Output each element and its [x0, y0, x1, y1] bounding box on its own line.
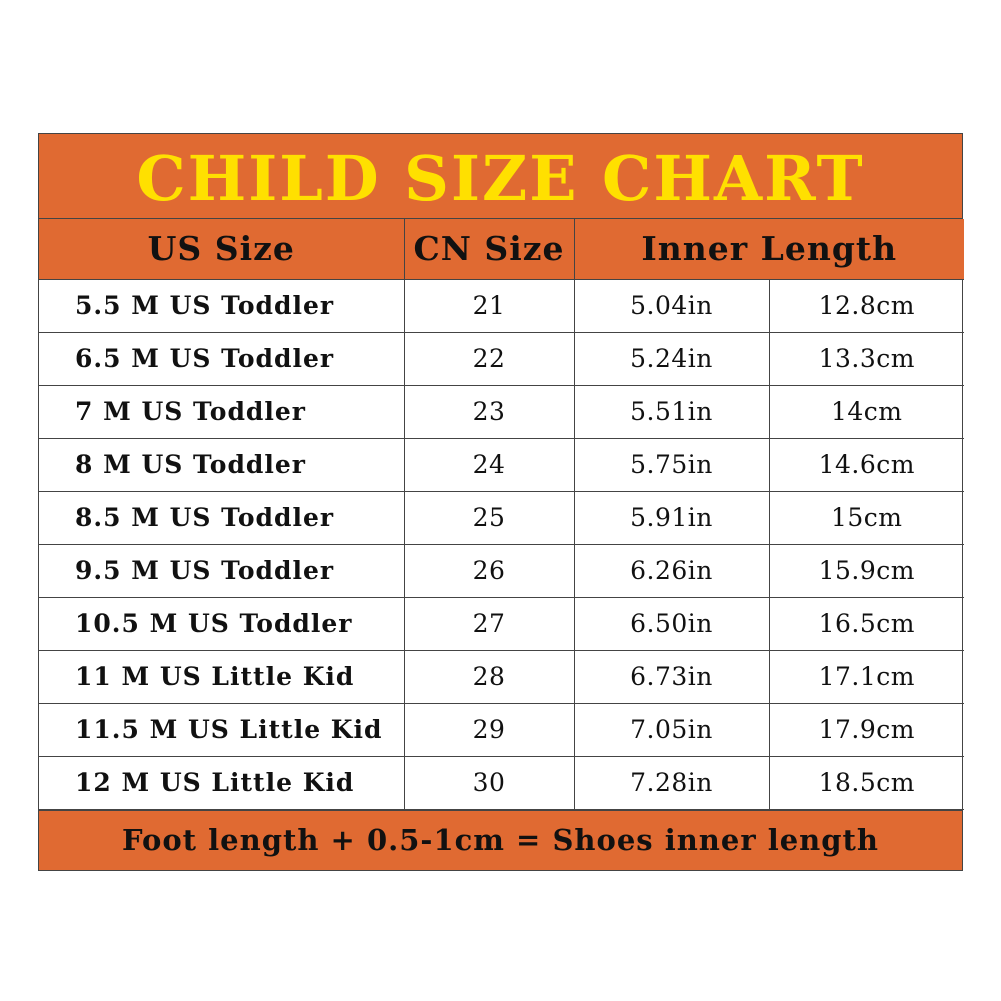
inner-length-in-cell: 7.05in [574, 703, 769, 756]
header-cn-size: CN Size [404, 219, 574, 279]
table-row [39, 332, 964, 385]
cn-size-cell: 30 [404, 756, 574, 809]
table-row [39, 279, 964, 332]
inner-length-cm-cell: 17.1cm [769, 650, 964, 703]
header-inner-length: Inner Length [574, 219, 964, 279]
table-row [39, 438, 964, 491]
chart-title: CHILD SIZE CHART [136, 142, 865, 215]
cn-size-cell: 28 [404, 650, 574, 703]
table-row [39, 544, 964, 597]
cn-size-cell: 25 [404, 491, 574, 544]
us-size-cell: 11.5 M US Little Kid [39, 703, 404, 756]
us-size-cell: 10.5 M US Toddler [39, 597, 404, 650]
inner-length-cm-cell: 17.9cm [769, 703, 964, 756]
cn-size-cell: 23 [404, 385, 574, 438]
us-size-cell: 9.5 M US Toddler [39, 544, 404, 597]
table-header-row [39, 219, 964, 279]
cn-size-cell: 26 [404, 544, 574, 597]
footer-bar [39, 810, 962, 870]
inner-length-in-cell: 5.51in [574, 385, 769, 438]
cn-size-cell: 27 [404, 597, 574, 650]
cn-size-cell: 29 [404, 703, 574, 756]
header-us-size: US Size [39, 219, 404, 279]
inner-length-cm-cell: 12.8cm [769, 279, 964, 332]
cn-size-cell: 21 [404, 279, 574, 332]
table-row [39, 385, 964, 438]
us-size-cell: 11 M US Little Kid [39, 650, 404, 703]
footer-note: Foot length + 0.5-1cm = Shoes inner length [121, 823, 880, 857]
table-row [39, 491, 964, 544]
cn-size-cell: 22 [404, 332, 574, 385]
inner-length-in-cell: 5.91in [574, 491, 769, 544]
us-size-cell: 6.5 M US Toddler [39, 332, 404, 385]
inner-length-cm-cell: 16.5cm [769, 597, 964, 650]
inner-length-in-cell: 6.50in [574, 597, 769, 650]
size-table [39, 219, 964, 810]
us-size-cell: 8 M US Toddler [39, 438, 404, 491]
inner-length-in-cell: 7.28in [574, 756, 769, 809]
inner-length-cm-cell: 15.9cm [769, 544, 964, 597]
inner-length-cm-cell: 14.6cm [769, 438, 964, 491]
inner-length-in-cell: 5.24in [574, 332, 769, 385]
table-row [39, 650, 964, 703]
inner-length-cm-cell: 18.5cm [769, 756, 964, 809]
table-row [39, 756, 964, 809]
inner-length-in-cell: 5.04in [574, 279, 769, 332]
us-size-cell: 12 M US Little Kid [39, 756, 404, 809]
inner-length-in-cell: 6.26in [574, 544, 769, 597]
inner-length-cm-cell: 15cm [769, 491, 964, 544]
inner-length-cm-cell: 14cm [769, 385, 964, 438]
title-bar [39, 134, 962, 219]
us-size-cell: 7 M US Toddler [39, 385, 404, 438]
inner-length-cm-cell: 13.3cm [769, 332, 964, 385]
cn-size-cell: 24 [404, 438, 574, 491]
inner-length-in-cell: 5.75in [574, 438, 769, 491]
inner-length-in-cell: 6.73in [574, 650, 769, 703]
table-row [39, 597, 964, 650]
table-row [39, 703, 964, 756]
us-size-cell: 5.5 M US Toddler [39, 279, 404, 332]
us-size-cell: 8.5 M US Toddler [39, 491, 404, 544]
size-chart [38, 133, 963, 871]
